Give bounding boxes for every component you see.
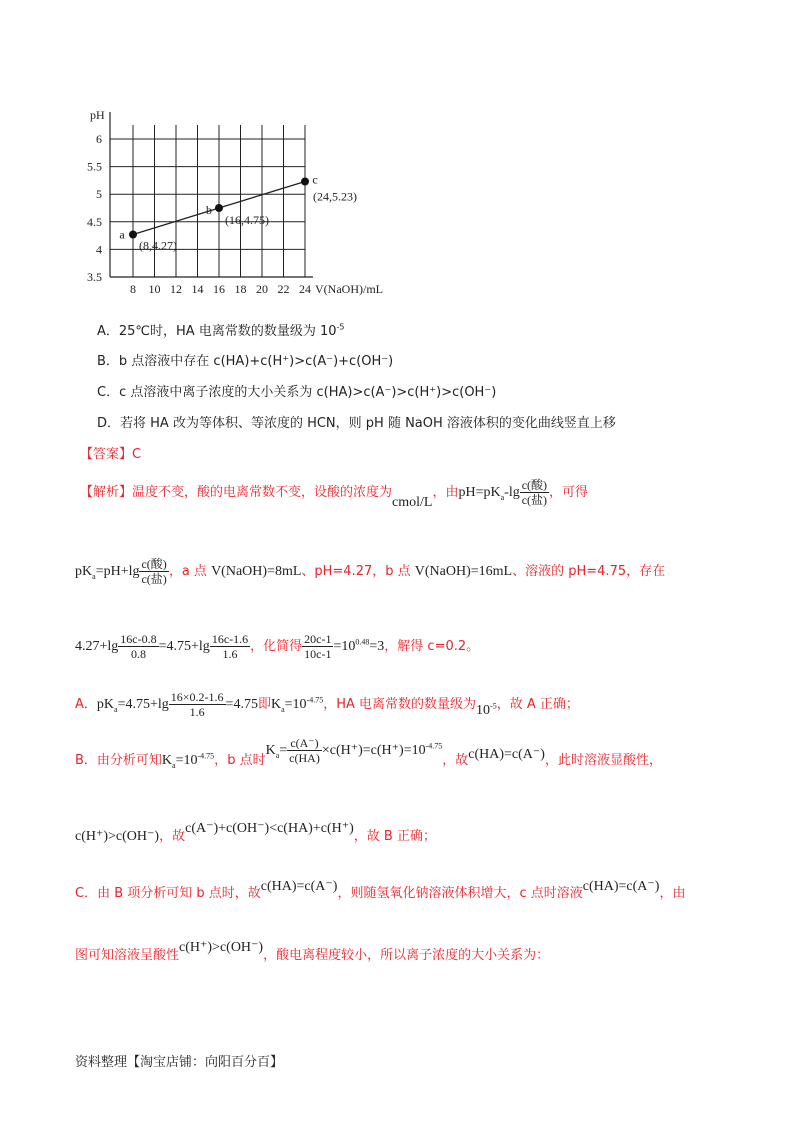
- data-point-b: [215, 204, 223, 212]
- data-point-a: [129, 230, 137, 238]
- x-tick-label: 22: [277, 282, 290, 296]
- analysis-line-6: c(H⁺)>c(OH⁻)，故c(A⁻)+c(OH⁻)<c(HA)+c(H⁺)，故 B 正确；: [75, 821, 436, 844]
- x-tick-label: 24: [299, 282, 311, 296]
- ph-titration-chart: [80, 100, 400, 305]
- y-tick-label: 6: [96, 132, 102, 146]
- analysis-line-7: C．由 B 项分析可知 b 点时，故c(HA)=c(A⁻)，则随氢氧化钠溶液体积增大，c 点时溶液c(HA)=c(A⁻)，由: [75, 879, 686, 901]
- point-name-c: c: [312, 172, 318, 187]
- point-name-b: b: [206, 203, 212, 217]
- y-tick-label: 5.5: [87, 159, 102, 174]
- y-axis-label: pH: [90, 108, 105, 122]
- analysis-line-1: 【解析】温度不变，酸的电离常数不变，设酸的浓度为cmol/L，由$pH=pK_a-\lg$ $\frac{\text{c(酸)}}{\text{c(盐)}}$ ，可得: [80, 478, 589, 510]
- y-tick-label: 4: [96, 242, 102, 257]
- analysis-line-5: B．由分析可知$K_a=10^{-4.75}$，b 点时$K_a=$ $\frac{c(A^-)}{c(HA)}$ $\times c(H^+)=c(H^+)=10^{-4.75}$，故c(HA)=c(A⁻)，此时溶液显酸性，: [75, 736, 662, 770]
- chart-grid: [110, 125, 305, 277]
- y-tick-label: 4.5: [87, 214, 102, 229]
- analysis-line-8: 图可知溶液呈酸性c(H⁺)>c(OH⁻)，酸电离程度较小，所以离子浓度的大小关系为：: [75, 940, 550, 963]
- point-label-b: (16,4.75): [225, 213, 269, 227]
- option-d: D．若将 HA 改为等体积、等浓度的 HCN，则 pH 随 NaOH 溶液体积的变化曲线竖直上移: [97, 416, 616, 431]
- data-point-c: [301, 178, 309, 186]
- analysis-line-2: $pK_a=pH+\lg$ $\frac{\text{c(酸)}}{\text{c(盐)}}$ ，a 点 V(NaOH)=8mL、pH=4.27，b 点 V(NaOH)=16mL、溶液的 pH=4.75，存在: [75, 557, 666, 586]
- y-tick-label: 5: [96, 187, 102, 202]
- x-tick-label: 12: [170, 282, 182, 296]
- x-tick-label: 18: [234, 282, 247, 296]
- x-tick-label: 8: [130, 282, 136, 296]
- option-a: A．25℃时，HA 电离常数的数量级为 $10^{-5}$: [97, 322, 345, 339]
- point-name-a: a: [119, 227, 125, 242]
- point-label-c: (24,5.23): [313, 189, 357, 204]
- x-axis-label: V(NaOH)/mL: [315, 282, 383, 296]
- x-tick-label: 10: [148, 282, 161, 296]
- x-tick-label: 16: [213, 282, 225, 296]
- y-tick-label: 3.5: [87, 270, 102, 284]
- point-label-a: (8,4.27): [139, 238, 177, 253]
- analysis-line-3: 4.27+lg $\frac{16c-0.8}{0.8}$ =4.75+lg $\frac{16c-1.6}{1.6}$ ，化简得 $\frac{20c-1}{10c-1}$ $=10^{0.48}=3$，解得 c=0.2。: [75, 632, 480, 661]
- footer-source: 资料整理【淘宝店铺：向阳百分百】: [75, 1055, 284, 1070]
- option-c: C．c 点溶液中离子浓度的大小关系为 c(HA)>c(A⁻)>c(H⁺)>c(OH⁻): [97, 385, 497, 400]
- x-tick-label: 20: [256, 282, 268, 296]
- analysis-line-4: A．$pK_a=4.75+\lg$ $\frac{16\times 0.2-1.6}{1.6}$ =4.75即$K_a=10^{-4.75}$，HA 电离常数的数量级为$10^{-5}$，故 A 正确；: [75, 690, 579, 719]
- option-b: B．b 点溶液中存在 c(HA)+c(H⁺)>c(A⁻)+c(OH⁻): [97, 354, 394, 369]
- x-tick-label: 14: [191, 282, 204, 296]
- answer-line: 【答案】C: [80, 447, 142, 462]
